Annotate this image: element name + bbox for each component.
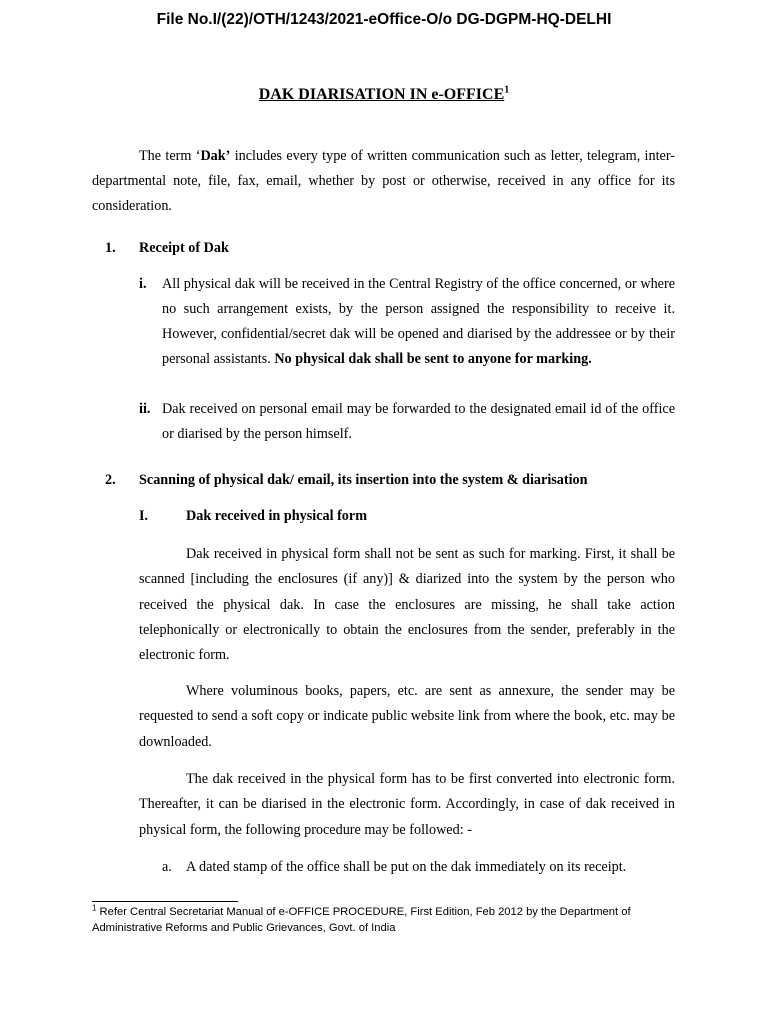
body-paragraph: Where voluminous books, papers, etc. are sent as annexure, the sender may be requested to send a soft copy or indicate public website link from where the book, etc. may be downloaded. xyxy=(139,683,675,750)
intro-after: includes every type of written communication such as letter, telegram, inter-departmental note, file, fax, email, whether by post or otherwise, received in any office for its consideration. xyxy=(92,148,675,215)
list-item-text: Dak received on personal email may be forwarded to the designated email id of the office or diarised by the person himself. xyxy=(162,401,675,442)
body-paragraph: The dak received in the physical form has to be first converted into electronic form. Thereafter, it can be diarised in the electronic form. Accordingly, in case of dak received in physical form, the following procedure may be followed: - xyxy=(139,771,675,838)
document-title xyxy=(0,86,768,104)
list-item xyxy=(162,272,675,372)
list-item-text: A dated stamp of the office shall be put on the dak immediately on its receipt. xyxy=(186,859,627,875)
body-paragraph: Dak received in physical form shall not be sent as such for marking. First, it shall be scanned [including the enclosures (if any)] & diarized into the system by the person who received the physical dak. In case the enclosures are missing, he shall take action telephonically or electronically to obtain the enclosures from the sender, preferably in the electronic form. xyxy=(139,546,675,664)
list-item xyxy=(162,397,675,447)
footnote-ref: 1 xyxy=(92,903,97,913)
subsection-number: I. xyxy=(139,508,149,524)
list-item-text: All physical dak will be received in the Central Registry of the office concerned, or where no such arrangement exists, by the person assigned the responsibility to receive it. However, confidential/secret dak will be opened and diarised by the addressee or by their personal assistants. xyxy=(162,276,675,367)
title-text: DAK DIARISATION IN e-OFFICE xyxy=(258,86,505,103)
footnote xyxy=(92,905,672,936)
title-footnote-ref: 1 xyxy=(504,84,510,96)
list-item-marker: ii. xyxy=(139,401,151,417)
list-item-marker: i. xyxy=(139,276,147,292)
section-1-title: Receipt of Dak xyxy=(139,240,229,256)
list-item-bold-text: No physical dak shall be sent to anyone for marking. xyxy=(274,351,592,367)
file-number-header: File No.I/(22)/OTH/1243/2021-eOffice-O/o DG-DGPM-HQ-DELHI xyxy=(156,11,612,28)
footnote-text: Refer Central Secretariat Manual of e-OFFICE PROCEDURE, First Edition, Feb 2012 by the Department of Administrative Reforms and Public Grievances, Govt. of India xyxy=(92,906,631,934)
intro-before: The term ‘ xyxy=(139,148,201,164)
intro-bold-term: Dak’ xyxy=(200,148,231,164)
section-2-number: 2. xyxy=(105,472,116,488)
section-1-number: 1. xyxy=(105,240,116,256)
intro-paragraph xyxy=(92,144,675,220)
section-2-title: Scanning of physical dak/ email, its insertion into the system & diarisation xyxy=(139,472,588,488)
footnote-separator xyxy=(92,901,238,902)
subsection-title: Dak received in physical form xyxy=(186,508,368,524)
list-item-marker: a. xyxy=(162,859,172,875)
